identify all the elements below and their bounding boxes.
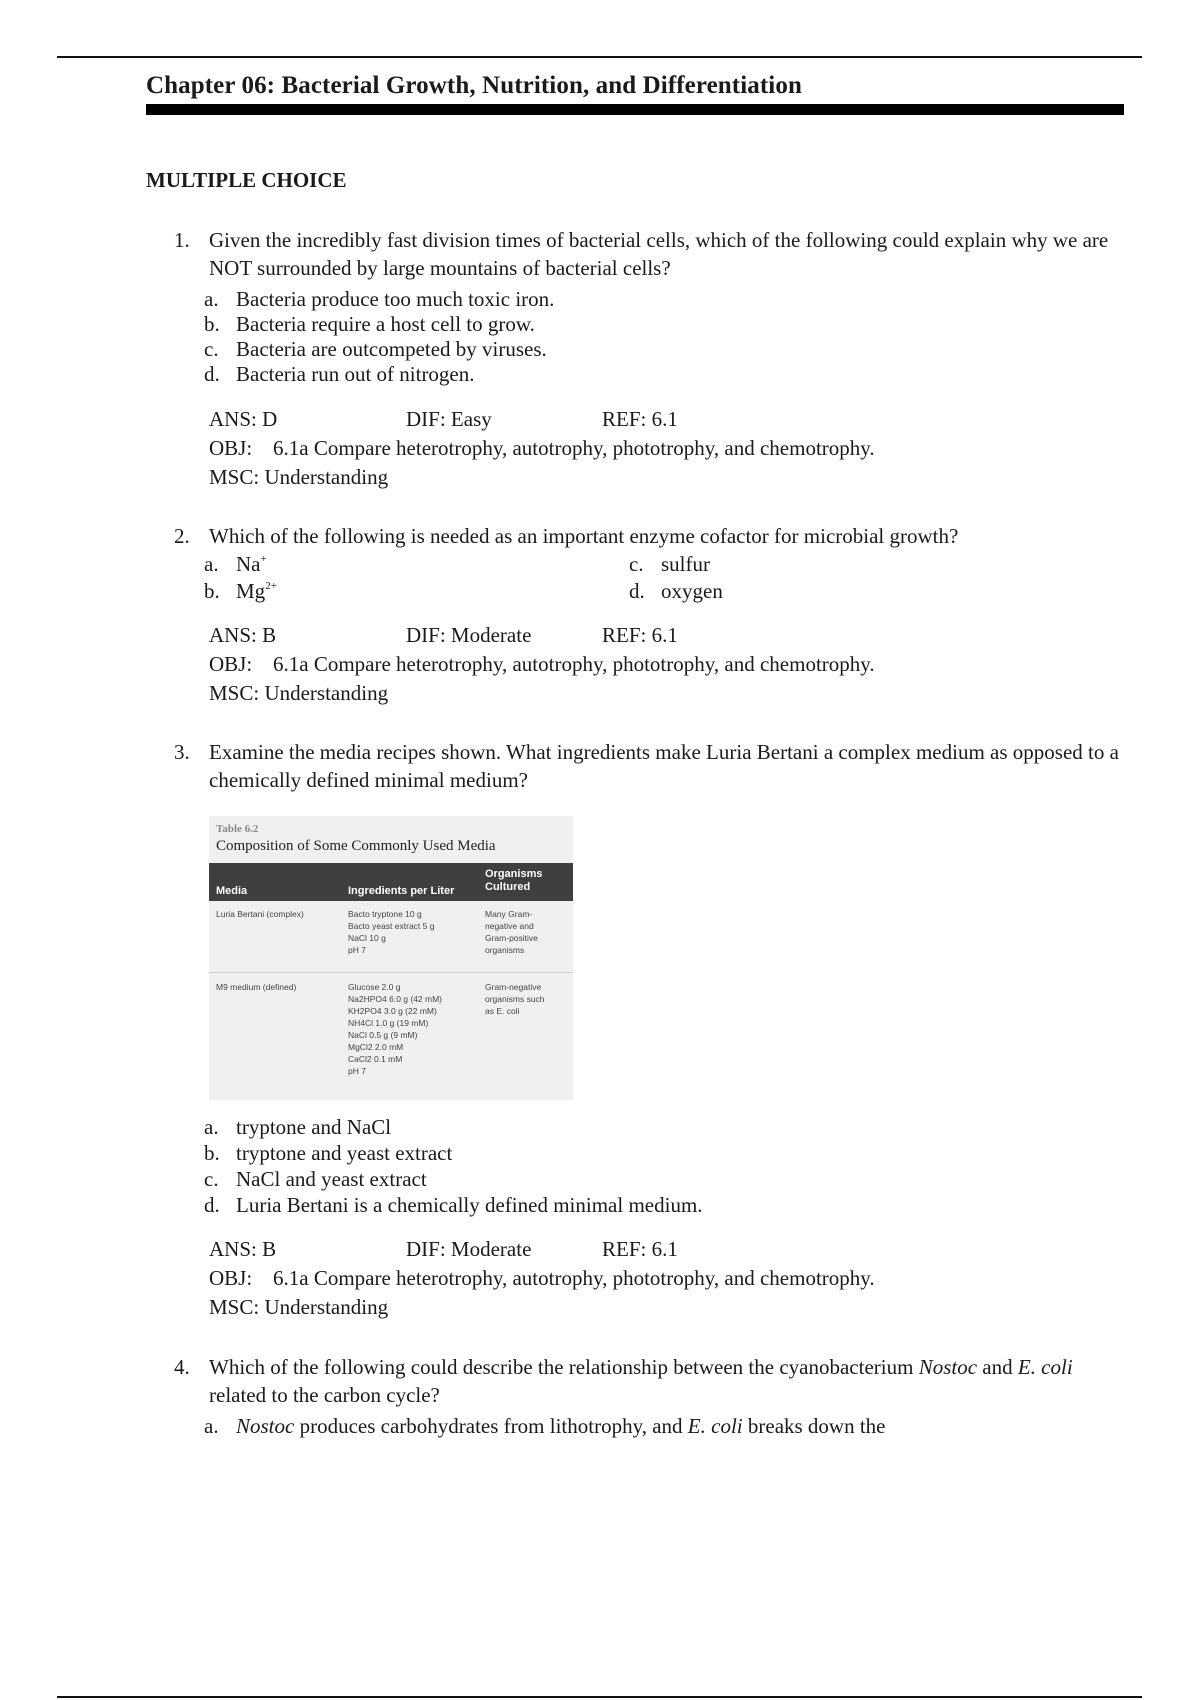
question-number: 4. (174, 1355, 190, 1379)
table-cell-ingredients: Glucose 2.0 g Na2HPO4 6.0 g (42 mM) KH2PO4 3.0 g (22 mM) NH4Cl 1.0 g (19 mM) NaCl 0.5 g (9 mM) MgCl2 2.0 mM CaCl2 0.1 mM pH 7 (348, 982, 443, 1076)
reference: REF: 6.1 (602, 623, 678, 647)
difficulty: DIF: Moderate (406, 623, 532, 647)
answer-key: ANS: B (209, 1237, 277, 1261)
table-cell-media: M9 medium (defined) (216, 982, 297, 992)
option-d: d. Bacteria run out of nitrogen. (204, 362, 475, 386)
option-a: a. Bacteria produce too much toxic iron. (204, 287, 555, 311)
col-organisms: Organisms Cultured (485, 868, 543, 893)
difficulty: DIF: Moderate (406, 1237, 532, 1261)
answer-key: ANS: B (209, 623, 277, 647)
msc: MSC: Understanding (209, 1295, 389, 1319)
table-cell-media: Luria Bertani (complex) (216, 909, 304, 919)
question-text: Which of the following could describe the relationship between the cyanobacterium Nostoc and E. coli related to the carbon cycle? (209, 1355, 1073, 1407)
msc: MSC: Understanding (209, 681, 389, 705)
objective-label: OBJ: (209, 652, 253, 676)
option-d: d. oxygen (629, 579, 723, 603)
objective: 6.1a Compare heterotrophy, autotrophy, phototrophy, and chemotrophy. (273, 436, 875, 460)
table-label: Table 6.2 (216, 823, 259, 835)
bottom-rule (57, 1696, 1142, 1698)
option-c: c. Bacteria are outcompeted by viruses. (204, 337, 547, 361)
answer-key: ANS: D (209, 407, 278, 431)
media-composition-table-figure (209, 816, 573, 1100)
chapter-title: Chapter 06: Bacterial Growth, Nutrition, and Differentiation (146, 72, 802, 99)
reference: REF: 6.1 (602, 1237, 678, 1261)
col-ingredients: Ingredients per Liter (348, 885, 455, 897)
option-c: c. sulfur (629, 552, 710, 576)
col-media: Media (216, 885, 248, 897)
objective: 6.1a Compare heterotrophy, autotrophy, phototrophy, and chemotrophy. (273, 1266, 875, 1290)
option-b: b. Bacteria require a host cell to grow. (204, 312, 535, 336)
top-rule (57, 56, 1142, 58)
option-a: a. Na+ (204, 552, 267, 576)
table-row-divider (209, 972, 573, 973)
table-cell-ingredients: Bacto tryptone 10 g Bacto yeast extract 5 g NaCl 10 g pH 7 (348, 909, 435, 955)
difficulty: DIF: Easy (406, 407, 492, 431)
option-a: a. tryptone and NaCl (204, 1115, 392, 1139)
msc: MSC: Understanding (209, 465, 389, 489)
option-c: c. NaCl and yeast extract (204, 1167, 427, 1191)
title-underline-bar (146, 104, 1124, 115)
question-text: Given the incredibly fast division times of bacterial cells, which of the following could explain why we are NOT surrounded by large mountains of bacterial cells? (209, 228, 1109, 280)
question-number: 3. (174, 740, 190, 764)
option-b: b. $Mg^{2+}$ (204, 579, 277, 603)
question-number: 1. (174, 228, 190, 252)
table-header-row (209, 863, 573, 901)
table-cell-organisms: Many Gram- negative and Gram-positive organisms (485, 909, 538, 955)
question-text: Examine the media recipes shown. What ingredients make Luria Bertani a complex medium as opposed to a chemically defined minimal medium? (209, 740, 1119, 792)
table-cell-organisms: Gram-negative organisms such as E. coli (485, 982, 545, 1016)
option-a: a. Nostoc produces carbohydrates from lithotrophy, and E. coli breaks down the (204, 1414, 886, 1438)
objective-label: OBJ: (209, 436, 253, 460)
question-number: 2. (174, 524, 190, 548)
option-b: b. tryptone and yeast extract (204, 1141, 453, 1165)
option-d: d. Luria Bertani is a chemically defined minimal medium. (204, 1193, 703, 1217)
objective: 6.1a Compare heterotrophy, autotrophy, phototrophy, and chemotrophy. (273, 652, 875, 676)
objective-label: OBJ: (209, 1266, 253, 1290)
reference: REF: 6.1 (602, 407, 678, 431)
table-title: Composition of Some Commonly Used Media (216, 838, 496, 854)
question-text: Which of the following is needed as an important enzyme cofactor for microbial growth? (209, 524, 959, 548)
section-heading: MULTIPLE CHOICE (146, 168, 347, 192)
